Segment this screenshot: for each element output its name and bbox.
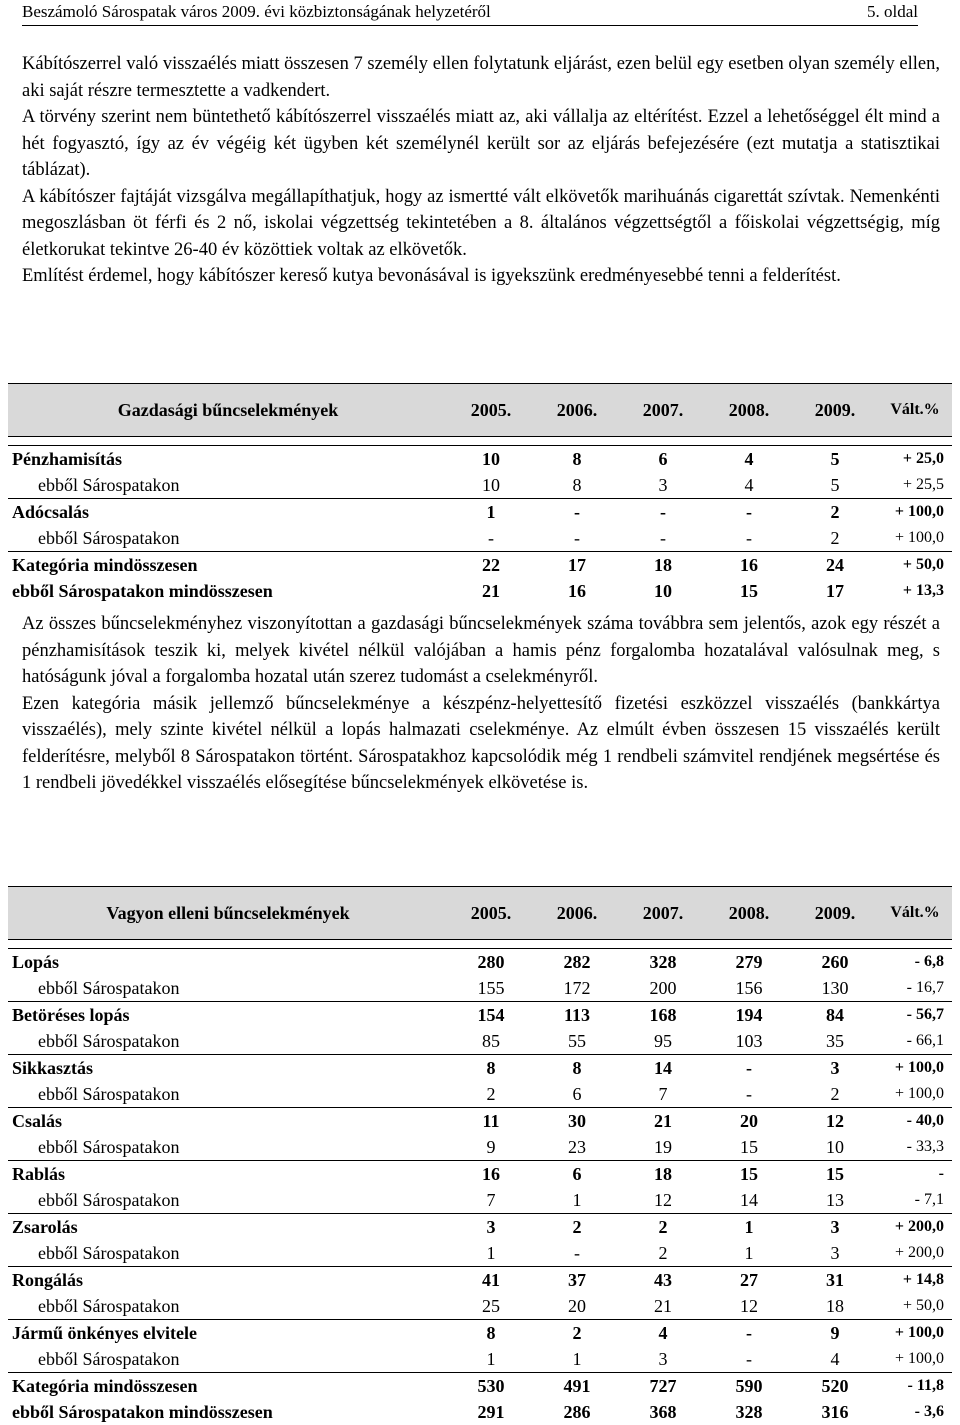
row-change: - 11,8: [878, 1373, 952, 1400]
row-label: ebből Sárospatakon: [8, 1028, 448, 1055]
row-value: 328: [620, 949, 706, 976]
row-label: Jármű önkényes elvitele: [8, 1320, 448, 1347]
row-value: 279: [706, 949, 792, 976]
row-value: 14: [620, 1055, 706, 1082]
row-value: 55: [534, 1028, 620, 1055]
row-value: 19: [620, 1134, 706, 1161]
row-value: 154: [448, 1002, 534, 1029]
table-header-row: [8, 887, 952, 940]
row-label: ebből Sárospatakon: [8, 1240, 448, 1267]
row-value: 156: [706, 975, 792, 1002]
paragraph: Ezen kategória másik jellemző bűncselekménye a készpénz-helyettesítő fizetési eszközzel visszaélés (bankkártya visszaélés), mely szinte kivétel nélkül a lopás halmazati cselekménye. Az elmúlt évben összesen 15 visszaélés került felderítésre, melyből 8 Sárospatakon történt. Sárospatakhoz kapcsolódik még 1 rendbeli számvitel rendjének megsértése és 1 rendbeli jövedékkel visszaélés elősegítése bűncselekmények elkövetése is.: [22, 691, 940, 797]
paragraph: Említést érdemel, hogy kábítószer kereső kutya bevonásával is igyekszünk eredményesebbé tenni a felderítést.: [22, 263, 940, 290]
row-change: - 66,1: [878, 1028, 952, 1055]
row-label: Kategória mindösszesen: [8, 552, 448, 579]
paragraph: Az összes bűncselekményhez viszonyítottan a gazdasági bűncselekmények száma továbbra sem jelentős, azok egy részét a pénzhamisítások teszik ki, melyek kivétel nélkül valójában a hamis pénz forgalomba hozatalával valósulnak meg, s hatóságunk jóval a forgalomba hozatal után szerez tudomást a cselekményről.: [22, 611, 940, 691]
table-row: [8, 1134, 952, 1161]
table-row: [8, 578, 952, 604]
row-value: 168: [620, 1002, 706, 1029]
row-change: + 50,0: [878, 1293, 952, 1320]
row-label: ebből Sárospatakon: [8, 1187, 448, 1214]
row-value: -: [534, 499, 620, 526]
table-row: [8, 1028, 952, 1055]
row-value: 21: [448, 578, 534, 604]
row-value: 37: [534, 1267, 620, 1294]
row-value: 2: [620, 1214, 706, 1241]
row-value: 1: [448, 1240, 534, 1267]
table-row: [8, 1373, 952, 1400]
row-value: 316: [792, 1399, 878, 1425]
row-value: 21: [620, 1108, 706, 1135]
row-value: 4: [792, 1346, 878, 1373]
row-change: + 50,0: [878, 552, 952, 579]
row-value: 25: [448, 1293, 534, 1320]
year-header: 2009.: [792, 887, 878, 940]
table-row: [8, 552, 952, 579]
row-value: 520: [792, 1373, 878, 1400]
year-header: 2006.: [534, 887, 620, 940]
table-row: [8, 499, 952, 526]
row-label: ebből Sárospatakon: [8, 525, 448, 552]
row-value: 172: [534, 975, 620, 1002]
row-value: 328: [706, 1399, 792, 1425]
row-value: 2: [792, 525, 878, 552]
row-value: 727: [620, 1373, 706, 1400]
row-value: 24: [792, 552, 878, 579]
intro-text: [22, 51, 940, 290]
row-value: 2: [534, 1320, 620, 1347]
row-value: 15: [792, 1161, 878, 1188]
year-header: 2009.: [792, 384, 878, 437]
row-value: 4: [706, 446, 792, 473]
row-value: -: [706, 499, 792, 526]
row-value: 18: [620, 1161, 706, 1188]
row-value: 8: [448, 1055, 534, 1082]
row-change: - 40,0: [878, 1108, 952, 1135]
row-value: 103: [706, 1028, 792, 1055]
row-change: + 25,5: [878, 472, 952, 499]
row-value: -: [706, 1320, 792, 1347]
row-value: 2: [448, 1081, 534, 1108]
row-value: 15: [706, 1161, 792, 1188]
row-label: ebből Sárospatakon mindösszesen: [8, 1399, 448, 1425]
row-value: 200: [620, 975, 706, 1002]
row-label: Rablás: [8, 1161, 448, 1188]
economic-crimes-table: [8, 383, 952, 604]
row-value: -: [706, 1346, 792, 1373]
row-value: 22: [448, 552, 534, 579]
row-value: 4: [706, 472, 792, 499]
table-row: [8, 1320, 952, 1347]
row-value: 530: [448, 1373, 534, 1400]
table-row: [8, 1002, 952, 1029]
paragraph: A kábítószer fajtáját vizsgálva megállapíthatjuk, hogy az ismertté vált elkövetők marihuánás cigarettát szívtak. Nemenkénti megoszlásban öt férfi és 2 nő, iskolai végzettség tekintetében a 8. általános végzettségtől a főiskolai végzettségig, míg életkorukat tekintve 26-40 év közöttiek voltak az elkövetők.: [22, 184, 940, 264]
row-value: 21: [620, 1293, 706, 1320]
row-value: 3: [792, 1055, 878, 1082]
row-value: 6: [534, 1161, 620, 1188]
row-value: -: [706, 525, 792, 552]
row-value: 10: [448, 472, 534, 499]
row-value: 1: [706, 1240, 792, 1267]
property-crimes-table: [8, 886, 952, 1425]
row-value: 2: [620, 1240, 706, 1267]
row-value: 7: [620, 1081, 706, 1108]
row-value: 3: [620, 472, 706, 499]
economic-crimes-body: [8, 446, 952, 605]
row-value: 31: [792, 1267, 878, 1294]
year-header: 2008.: [706, 887, 792, 940]
year-header: 2005.: [448, 384, 534, 437]
row-value: 1: [448, 499, 534, 526]
row-value: -: [706, 1055, 792, 1082]
row-value: 27: [706, 1267, 792, 1294]
row-value: 3: [792, 1240, 878, 1267]
paragraph: Kábítószerrel való visszaélés miatt összesen 7 személy ellen folytatunk eljárást, ezen belül egy esetben olyan személy ellen, aki saját részre termesztette a vadkendert.: [22, 51, 940, 104]
row-value: 15: [706, 1134, 792, 1161]
row-change: + 100,0: [878, 1320, 952, 1347]
row-value: 41: [448, 1267, 534, 1294]
table-row: [8, 472, 952, 499]
row-label: Pénzhamisítás: [8, 446, 448, 473]
table-row: [8, 975, 952, 1002]
row-value: -: [448, 525, 534, 552]
row-value: -: [620, 525, 706, 552]
row-value: 194: [706, 1002, 792, 1029]
row-value: 155: [448, 975, 534, 1002]
row-value: 2: [792, 499, 878, 526]
table-row: [8, 525, 952, 552]
row-value: 20: [534, 1293, 620, 1320]
table-row: [8, 1081, 952, 1108]
table-row: [8, 949, 952, 976]
row-change: - 16,7: [878, 975, 952, 1002]
row-label: ebből Sárospatakon: [8, 975, 448, 1002]
row-change: + 100,0: [878, 1346, 952, 1373]
row-value: 95: [620, 1028, 706, 1055]
header-title: Beszámoló Sárospatak város 2009. évi közbiztonságának helyzetéről: [22, 2, 491, 22]
table-row: [8, 1055, 952, 1082]
row-change: + 100,0: [878, 1055, 952, 1082]
row-value: 1: [448, 1346, 534, 1373]
row-value: 4: [620, 1320, 706, 1347]
row-value: 30: [534, 1108, 620, 1135]
row-change: -: [878, 1161, 952, 1188]
page-number: 5. oldal: [867, 2, 918, 22]
row-change: + 25,0: [878, 446, 952, 473]
row-value: 13: [792, 1187, 878, 1214]
table-row: [8, 1346, 952, 1373]
row-value: 3: [792, 1214, 878, 1241]
table-row: [8, 1399, 952, 1425]
row-change: - 33,3: [878, 1134, 952, 1161]
row-value: 35: [792, 1028, 878, 1055]
row-change: + 14,8: [878, 1267, 952, 1294]
row-value: 12: [706, 1293, 792, 1320]
property-crimes-body: [8, 949, 952, 1425]
year-header: 2007.: [620, 887, 706, 940]
row-value: 16: [706, 552, 792, 579]
year-header: 2008.: [706, 384, 792, 437]
change-header: Vált.%: [878, 384, 952, 437]
table-row: [8, 1214, 952, 1241]
row-label: ebből Sárospatakon mindösszesen: [8, 578, 448, 604]
row-value: 8: [534, 1055, 620, 1082]
row-value: 11: [448, 1108, 534, 1135]
row-label: Adócsalás: [8, 499, 448, 526]
row-value: -: [620, 499, 706, 526]
row-value: 85: [448, 1028, 534, 1055]
row-change: - 3,6: [878, 1399, 952, 1425]
row-value: 10: [620, 578, 706, 604]
row-value: 14: [706, 1187, 792, 1214]
row-value: 16: [448, 1161, 534, 1188]
row-value: 23: [534, 1134, 620, 1161]
table-row: [8, 1267, 952, 1294]
row-value: 8: [448, 1320, 534, 1347]
row-change: + 13,3: [878, 578, 952, 604]
row-value: 130: [792, 975, 878, 1002]
row-label: Kategória mindösszesen: [8, 1373, 448, 1400]
row-value: 280: [448, 949, 534, 976]
row-value: 590: [706, 1373, 792, 1400]
page-header: [22, 2, 918, 26]
row-value: 10: [448, 446, 534, 473]
row-change: + 100,0: [878, 499, 952, 526]
row-value: 6: [534, 1081, 620, 1108]
row-value: 43: [620, 1267, 706, 1294]
row-value: 1: [706, 1214, 792, 1241]
row-value: 12: [792, 1108, 878, 1135]
row-label: Csalás: [8, 1108, 448, 1135]
row-value: 3: [448, 1214, 534, 1241]
row-value: 8: [534, 472, 620, 499]
row-label: Lopás: [8, 949, 448, 976]
table-header-row: [8, 384, 952, 437]
row-value: 15: [706, 578, 792, 604]
row-label: ebből Sárospatakon: [8, 1134, 448, 1161]
row-value: 9: [792, 1320, 878, 1347]
row-value: 260: [792, 949, 878, 976]
row-value: 8: [534, 446, 620, 473]
row-change: + 200,0: [878, 1240, 952, 1267]
row-label: Rongálás: [8, 1267, 448, 1294]
row-label: ebből Sárospatakon: [8, 1293, 448, 1320]
row-value: 1: [534, 1346, 620, 1373]
table-title: Gazdasági bűncselekmények: [8, 384, 448, 437]
row-value: -: [534, 525, 620, 552]
row-value: -: [706, 1081, 792, 1108]
row-value: 2: [534, 1214, 620, 1241]
row-value: 368: [620, 1399, 706, 1425]
row-label: Sikkasztás: [8, 1055, 448, 1082]
row-change: - 6,8: [878, 949, 952, 976]
row-value: 17: [534, 552, 620, 579]
row-change: + 100,0: [878, 1081, 952, 1108]
row-value: 6: [620, 446, 706, 473]
row-value: 84: [792, 1002, 878, 1029]
row-value: 10: [792, 1134, 878, 1161]
row-label: Zsarolás: [8, 1214, 448, 1241]
row-value: 286: [534, 1399, 620, 1425]
table-title: Vagyon elleni bűncselekmények: [8, 887, 448, 940]
row-value: 2: [792, 1081, 878, 1108]
row-change: - 7,1: [878, 1187, 952, 1214]
row-value: 12: [620, 1187, 706, 1214]
row-value: 18: [792, 1293, 878, 1320]
year-header: 2007.: [620, 384, 706, 437]
row-change: - 56,7: [878, 1002, 952, 1029]
row-label: ebből Sárospatakon: [8, 472, 448, 499]
row-value: 291: [448, 1399, 534, 1425]
row-value: 113: [534, 1002, 620, 1029]
row-label: ebből Sárospatakon: [8, 1081, 448, 1108]
row-value: 1: [534, 1187, 620, 1214]
row-value: 18: [620, 552, 706, 579]
row-value: 5: [792, 472, 878, 499]
table-row: [8, 1293, 952, 1320]
row-value: 17: [792, 578, 878, 604]
row-value: 7: [448, 1187, 534, 1214]
row-label: ebből Sárospatakon: [8, 1346, 448, 1373]
row-value: 282: [534, 949, 620, 976]
change-header: Vált.%: [878, 887, 952, 940]
row-change: + 100,0: [878, 525, 952, 552]
row-value: 5: [792, 446, 878, 473]
row-value: 491: [534, 1373, 620, 1400]
row-value: 9: [448, 1134, 534, 1161]
year-header: 2005.: [448, 887, 534, 940]
row-change: + 200,0: [878, 1214, 952, 1241]
row-label: Betöréses lopás: [8, 1002, 448, 1029]
table-row: [8, 1161, 952, 1188]
row-value: 16: [534, 578, 620, 604]
row-value: -: [534, 1240, 620, 1267]
row-value: 20: [706, 1108, 792, 1135]
middle-text: [22, 611, 940, 797]
table-row: [8, 1240, 952, 1267]
table-row: [8, 446, 952, 473]
year-header: 2006.: [534, 384, 620, 437]
table-row: [8, 1108, 952, 1135]
row-value: 3: [620, 1346, 706, 1373]
paragraph: A törvény szerint nem büntethető kábítószerrel visszaélés miatt az, aki vállalja az eltérítést. Ezzel a lehetőséggel élt mind a hét fogyasztó, így az év végéig két ügyben két személynél került sor az eljárás befejezésére (ezt mutatja a statisztikai táblázat).: [22, 104, 940, 184]
table-row: [8, 1187, 952, 1214]
